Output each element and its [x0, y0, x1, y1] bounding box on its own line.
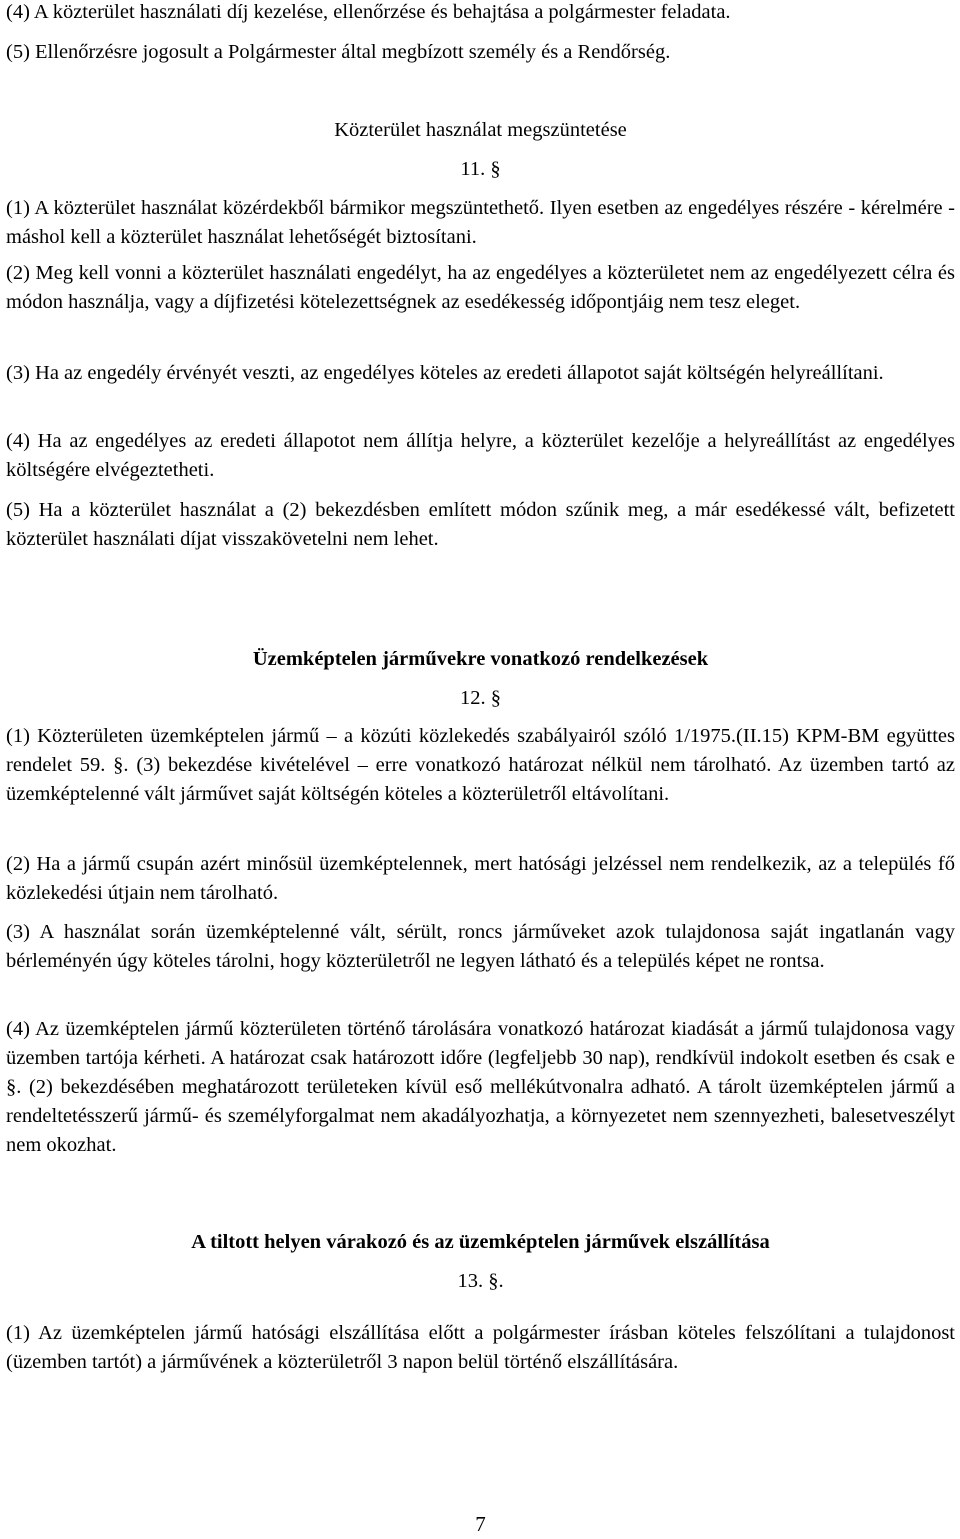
section-11-number: 11. §	[460, 158, 501, 180]
intro-paragraph-4: (4) A közterület használati díj kezelése, ellenőrzése és behajtása a polgármester feladata.	[6, 1, 731, 23]
section-12-title: Üzemképtelen járművekre vonatkozó rendelkezések	[252, 648, 709, 670]
section-11-title: Közterület használat megszüntetése	[334, 119, 627, 141]
section-11-paragraph-4: (4) Ha az engedélyes az eredeti állapotot nem állítja helyre, a közterület kezelője a helyreállítást az engedélyes költségére elvégeztetheti.	[6, 430, 955, 481]
section-11-paragraph-5: (5) Ha a közterület használat a (2) bekezdésben említett módon szűnik meg, a már esedékessé vált, befizetett közterület használati díjat visszakövetelni nem lehet.	[6, 499, 955, 550]
section-11-paragraph-2: (2) Meg kell vonni a közterület használati engedélyt, ha az engedélyes a közterületet nem az engedélyezett célra és módon használja, vagy a díjfizetési kötelezettségnek az esedékesség időpontjáig nem tesz eleget.	[6, 262, 955, 313]
intro-paragraph-5: (5) Ellenőrzésre jogosult a Polgármester által megbízott személy és a Rendőrség.	[6, 41, 671, 63]
page-number: 7	[475, 1512, 486, 1536]
section-12-paragraph-3: (3) A használat során üzemképtelenné vált, sérült, roncs járműveket azok tulajdonosa saját ingatlanán vagy bérleményén úgy köteles tárolni, hogy közterületről ne legyen látható és a település képet ne rontsa.	[6, 921, 955, 972]
section-12-paragraph-1: (1) Közterületen üzemképtelen jármű – a közúti közlekedés szabályairól szóló 1/1975.(II.15) KPM-BM együttes rendelet 59. §. (3) bekezdése kivételével – erre vonatkozó határozat nélkül nem tárolható. Az üzemben tartó az üzemképtelenné vált járművet saját költségén köteles a közterületről eltávolítani.	[6, 725, 955, 805]
section-11-paragraph-3: (3) Ha az engedély érvényét veszti, az engedélyes köteles az eredeti állapotot saját költségén helyreállítani.	[6, 362, 884, 384]
section-13-number: 13. §.	[457, 1270, 504, 1292]
document-page	[6, 0, 956, 1537]
section-11-paragraph-1: (1) A közterület használat közérdekből bármikor megszüntethető. Ilyen esetben az engedélyes részére - kérelmére - máshol kell a közterület használat lehetőségét biztosítani.	[6, 197, 955, 248]
section-12-paragraph-4: (4) Az üzemképtelen jármű közterületen történő tárolására vonatkozó határozat kiadását a jármű tulajdonosa vagy üzemben tartója kérheti. A határozat csak határozott időre (legfeljebb 30 nap), rendkívül indokolt esetben és csak e §. (2) bekezdésében meghatározott területeken kívül eső mellékútvonalra adható. A tárolt üzemképtelen jármű a rendeltetésszerű jármű- és személyforgalmat nem akadályozhatja, a környezetet nem szennyezheti, balesetveszélyt nem okozhat.	[6, 1018, 955, 1156]
section-12-number: 12. §	[460, 687, 501, 709]
section-13-title: A tiltott helyen várakozó és az üzemképtelen járművek elszállítása	[191, 1231, 770, 1253]
section-12-paragraph-2: (2) Ha a jármű csupán azért minősül üzemképtelennek, mert hatósági jelzéssel nem rendelkezik, az a település fő közlekedési útjain nem tárolható.	[6, 853, 955, 904]
section-13-paragraph-1: (1) Az üzemképtelen jármű hatósági elszállítása előtt a polgármester írásban köteles felszólítani a tulajdonost (üzemben tartót) a járművének a közterületről 3 napon belül történő elszállítására.	[6, 1322, 955, 1373]
